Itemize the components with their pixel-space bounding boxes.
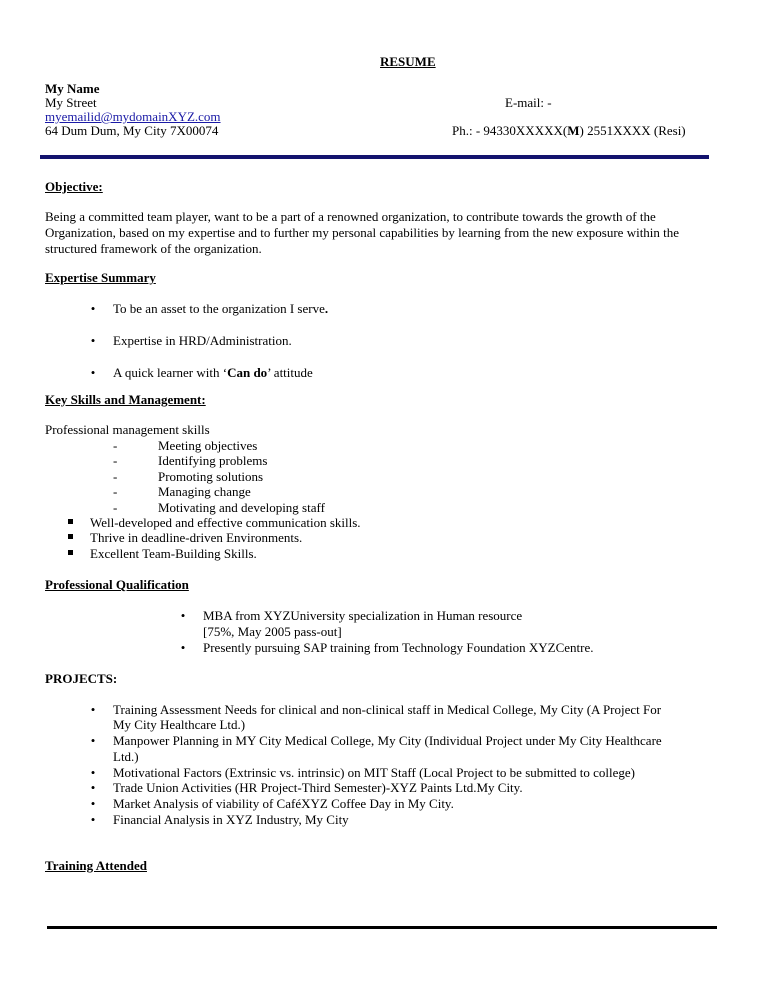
skill-square-item-2: Thrive in deadline-driven Environments. [90,530,303,545]
project-item-1-line-2: My City Healthcare Ltd.) [113,717,246,732]
email-link[interactable]: myemailid@mydomainXYZ.com [45,109,221,124]
dash-icon: - [113,484,118,499]
skill-dash-item-3: Promoting solutions [158,469,264,484]
project-item-4: Trade Union Activities (HR Project-Third Semester)-XYZ Paints Ltd.My City. [113,780,523,795]
resume-title: RESUME [380,54,436,69]
phone-suffix: ) 2551XXXX (Resi) [579,123,686,138]
project-item-3: Motivational Factors (Extrinsic vs. intrinsic) on MIT Staff (Local Project to be submitted to college) [113,765,635,780]
expertise-item-2: Expertise in HRD/Administration. [113,333,292,348]
project-item-1-line-1: Training Assessment Needs for clinical and non-clinical staff in Medical College, My City (A Project For [113,702,662,717]
candidate-name: My Name [45,81,100,96]
project-item-2-line-2: Ltd.) [113,749,139,764]
objective-line-2: Organization, based on my expertise and to further my personal capabilities by learning from the new exposure within the [45,225,680,240]
qualification-item-1-line-1: MBA from XYZUniversity specialization in Human resource [203,608,523,623]
bullet-icon: • [180,640,186,655]
objective-heading: Objective: [45,179,103,194]
expertise-item-3-post: ’ attitude [267,365,313,380]
square-bullet-icon [68,550,73,555]
bullet-icon: • [90,702,96,717]
bullet-icon: • [90,765,96,780]
skills-intro: Professional management skills [45,422,210,437]
street-address: My Street [45,95,97,110]
expertise-item-3-bold: Can do [227,365,268,380]
bullet-icon: • [90,301,96,316]
square-bullet-icon [68,519,73,524]
footer-divider [47,926,717,929]
skill-dash-item-5: Motivating and developing staff [158,500,325,515]
skill-square-item-1: Well-developed and effective communication skills. [90,515,361,530]
email-label: E-mail: - [505,95,552,110]
bullet-icon: • [90,812,96,827]
skill-dash-item-2: Identifying problems [158,453,268,468]
skill-dash-item-4: Managing change [158,484,251,499]
project-item-5: Market Analysis of viability of CaféXYZ Coffee Day in My City. [113,796,454,811]
phone-mobile-marker: M [567,123,580,138]
qualification-item-2: Presently pursuing SAP training from Technology Foundation XYZCentre. [203,640,594,655]
phone-line [452,123,686,139]
bullet-icon: • [90,733,96,748]
objective-line-3: structured framework of the organization. [45,241,262,256]
phone-prefix: Ph.: - 94330XXXXX( [452,123,568,138]
qualification-item-1-line-2: [75%, May 2005 pass-out] [203,624,342,639]
dash-icon: - [113,453,118,468]
qualification-heading: Professional Qualification [45,577,189,592]
expertise-item-1 [113,301,328,317]
dash-icon: - [113,500,118,515]
square-bullet-icon [68,534,73,539]
bullet-icon: • [90,333,96,348]
projects-heading: PROJECTS: [45,671,118,686]
city-address: 64 Dum Dum, My City 7X00074 [45,123,219,138]
expertise-item-1-text: To be an asset to the organization I serve [113,301,325,316]
bullet-icon: • [180,608,186,623]
header-divider [40,155,709,159]
project-item-2-line-1: Manpower Planning in MY City Medical College, My City (Individual Project under My City Healthcare [113,733,662,748]
skills-heading: Key Skills and Management: [45,392,206,407]
bullet-icon: • [90,365,96,380]
skill-square-item-3: Excellent Team-Building Skills. [90,546,257,561]
expertise-item-3-pre: A quick learner with ‘ [113,365,228,380]
expertise-item-3 [113,365,313,381]
expertise-item-1-period: . [324,301,329,316]
bullet-icon: • [90,780,96,795]
dash-icon: - [113,469,118,484]
bullet-icon: • [90,796,96,811]
objective-line-1: Being a committed team player, want to be a part of a renowned organization, to contribute towards the growth of the [45,209,656,224]
training-heading: Training Attended [45,858,147,873]
expertise-heading: Expertise Summary [45,270,156,285]
dash-icon: - [113,438,118,453]
project-item-6: Financial Analysis in XYZ Industry, My City [113,812,349,827]
skill-dash-item-1: Meeting objectives [158,438,258,453]
